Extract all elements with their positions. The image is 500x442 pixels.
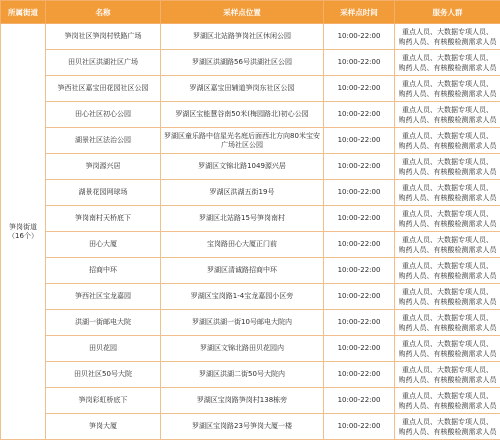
site-location-cell: 罗湖区洪湖二街50号大院内 (161, 362, 324, 388)
site-time-cell: 10:00-22:00 (324, 258, 395, 284)
service-people-line2: 购药人员、有核酸检测需求人员 (398, 167, 497, 176)
table-header-row (1, 1, 500, 24)
header-location: 采样点位置 (161, 1, 324, 24)
site-location-cell: 罗湖区宝岗路23号笋岗大厦一楼 (161, 414, 324, 440)
service-people-cell (395, 24, 500, 50)
table-row (1, 284, 500, 310)
table-row (1, 310, 500, 336)
site-name-cell: 笋岗源兴居 (46, 154, 161, 180)
site-location-cell: 罗湖区文锦北路1049源兴居 (161, 154, 324, 180)
site-name-cell: 湖景花园网球场 (46, 180, 161, 206)
table-row (1, 232, 500, 258)
site-time-cell: 10:00-22:00 (324, 414, 395, 440)
site-location-cell: 罗湖区洪湖一街10号邮电大院内 (161, 310, 324, 336)
service-people-line2: 购药人员、有核酸检测需求人员 (398, 323, 497, 332)
service-people-line1: 重点人员、大数据专项人员、 (402, 313, 493, 322)
service-people-line1: 重点人员、大数据专项人员、 (402, 105, 493, 114)
site-location-cell: 罗湖区宝岗路1-4宝龙嘉园小区旁 (161, 284, 324, 310)
site-name-cell: 洪湖一街邮电大院 (46, 310, 161, 336)
service-people-cell (395, 284, 500, 310)
site-time-cell: 10:00-22:00 (324, 206, 395, 232)
table-row (1, 414, 500, 440)
header-time: 采样点时间 (324, 1, 395, 24)
service-people-line2: 购药人员、有核酸检测需求人员 (398, 401, 497, 410)
site-time-cell: 10:00-22:00 (324, 388, 395, 414)
table-row (1, 388, 500, 414)
service-people-line2: 购药人员、有核酸检测需求人员 (398, 297, 497, 306)
site-name-cell: 田贝花园 (46, 336, 161, 362)
service-people-line2: 购药人员、有核酸检测需求人员 (398, 89, 497, 98)
table-row (1, 154, 500, 180)
street-cell (1, 24, 46, 440)
site-name-cell: 笋西社区嘉宝田花园社区公园 (46, 76, 161, 102)
service-people-line2: 购药人员、有核酸检测需求人员 (398, 427, 497, 436)
service-people-line2: 购药人员、有核酸检测需求人员 (398, 349, 497, 358)
table-body (1, 24, 500, 440)
table-row (1, 258, 500, 284)
service-people-line2: 购药人员、有核酸检测需求人员 (398, 63, 497, 72)
site-name-cell: 湖景社区法治公园 (46, 128, 161, 154)
table-row (1, 50, 500, 76)
site-name-cell: 田心大厦 (46, 232, 161, 258)
service-people-line1: 重点人员、大数据专项人员、 (402, 27, 493, 36)
service-people-cell (395, 258, 500, 284)
service-people-line2: 购药人员、有核酸检测需求人员 (398, 115, 497, 124)
service-people-cell (395, 102, 500, 128)
service-people-line1: 重点人员、大数据专项人员、 (402, 131, 493, 140)
site-name-cell: 招商中环 (46, 258, 161, 284)
service-people-cell (395, 232, 500, 258)
site-time-cell: 10:00-22:00 (324, 102, 395, 128)
header-service-people: 服务人群 (395, 1, 500, 24)
service-people-cell (395, 154, 500, 180)
site-name-cell: 笋岗大厦 (46, 414, 161, 440)
site-name-cell: 笋岗彩虹桥底下 (46, 388, 161, 414)
service-people-line2: 购药人员、有核酸检测需求人员 (398, 245, 497, 254)
service-people-cell (395, 50, 500, 76)
table-row (1, 336, 500, 362)
service-people-line1: 重点人员、大数据专项人员、 (402, 157, 493, 166)
site-location-cell: 罗湖区嘉宝田辅道笋岗东社区公园 (161, 76, 324, 102)
service-people-line1: 重点人员、大数据专项人员、 (402, 391, 493, 400)
site-name-cell: 田贝社区洪湖社区广场 (46, 50, 161, 76)
site-time-cell: 10:00-22:00 (324, 362, 395, 388)
table-row (1, 76, 500, 102)
site-location-cell: 罗湖区童乐路中信星光名庭后面西北方向80米宝安广场社区公园 (161, 128, 324, 154)
street-name: 笋岗街道 (9, 222, 37, 231)
service-people-cell (395, 76, 500, 102)
site-location-cell: 罗湖区北站路15号笋岗南村 (161, 206, 324, 232)
service-people-line2: 购药人员、有核酸检测需求人员 (398, 219, 497, 228)
service-people-line1: 重点人员、大数据专项人员、 (402, 209, 493, 218)
site-time-cell: 10:00-22:00 (324, 310, 395, 336)
service-people-line2: 购药人员、有核酸检测需求人员 (398, 375, 497, 384)
header-street: 所属街道 (1, 1, 46, 24)
site-location-cell: 罗湖区清诚路招商中环 (161, 258, 324, 284)
site-name-cell: 笋岗社区笋岗村铁路广场 (46, 24, 161, 50)
street-count: （16个） (8, 231, 38, 240)
service-people-line2: 购药人员、有核酸检测需求人员 (398, 193, 497, 202)
service-people-cell (395, 336, 500, 362)
service-people-cell (395, 414, 500, 440)
site-location-cell: 罗湖区宝能慧谷南50米(梅园路北)初心公园 (161, 102, 324, 128)
service-people-line1: 重点人员、大数据专项人员、 (402, 235, 493, 244)
site-location-cell: 罗湖区洪湖五街19号 (161, 180, 324, 206)
service-people-line2: 购药人员、有核酸检测需求人员 (398, 271, 497, 280)
site-location-cell: 罗湖区洪湖路56号洪湖社区公园 (161, 50, 324, 76)
service-people-line1: 重点人员、大数据专项人员、 (402, 53, 493, 62)
service-people-line1: 重点人员、大数据专项人员、 (402, 417, 493, 426)
table-row (1, 362, 500, 388)
service-people-line1: 重点人员、大数据专项人员、 (402, 287, 493, 296)
site-name-cell: 笋西社区宝龙嘉园 (46, 284, 161, 310)
table-row (1, 102, 500, 128)
site-name-cell: 田心社区初心公园 (46, 102, 161, 128)
service-people-line1: 重点人员、大数据专项人员、 (402, 365, 493, 374)
service-people-line2: 购药人员、有核酸检测需求人员 (398, 37, 497, 46)
site-location-cell: 罗湖区北站路笋岗社区休闲公园 (161, 24, 324, 50)
site-location-cell: 罗湖区宝岗路笋岗村138栋旁 (161, 388, 324, 414)
service-people-cell (395, 388, 500, 414)
service-people-cell (395, 362, 500, 388)
site-time-cell: 10:00-22:00 (324, 76, 395, 102)
site-time-cell: 10:00-22:00 (324, 284, 395, 310)
service-people-cell (395, 206, 500, 232)
service-people-line1: 重点人员、大数据专项人员、 (402, 79, 493, 88)
site-location-cell: 宝岗路田心大厦正门前 (161, 232, 324, 258)
site-name-cell: 笋岗南村天桥底下 (46, 206, 161, 232)
table-row (1, 180, 500, 206)
table-row (1, 206, 500, 232)
service-people-cell (395, 180, 500, 206)
service-people-line1: 重点人员、大数据专项人员、 (402, 339, 493, 348)
site-time-cell: 10:00-22:00 (324, 154, 395, 180)
service-people-line1: 重点人员、大数据专项人员、 (402, 183, 493, 192)
service-people-line1: 重点人员、大数据专项人员、 (402, 261, 493, 270)
service-people-cell (395, 310, 500, 336)
service-people-cell (395, 128, 500, 154)
site-time-cell: 10:00-22:00 (324, 180, 395, 206)
site-time-cell: 10:00-22:00 (324, 232, 395, 258)
service-people-line2: 购药人员、有核酸检测需求人员 (398, 141, 497, 150)
table-row (1, 24, 500, 50)
site-time-cell: 10:00-22:00 (324, 128, 395, 154)
header-name: 名称 (46, 1, 161, 24)
site-time-cell: 10:00-22:00 (324, 24, 395, 50)
site-location-cell: 罗湖区文锦北路田贝花园内 (161, 336, 324, 362)
site-time-cell: 10:00-22:00 (324, 50, 395, 76)
site-time-cell: 10:00-22:00 (324, 336, 395, 362)
table-row (1, 128, 500, 154)
site-name-cell: 田贝社区50号大院 (46, 362, 161, 388)
